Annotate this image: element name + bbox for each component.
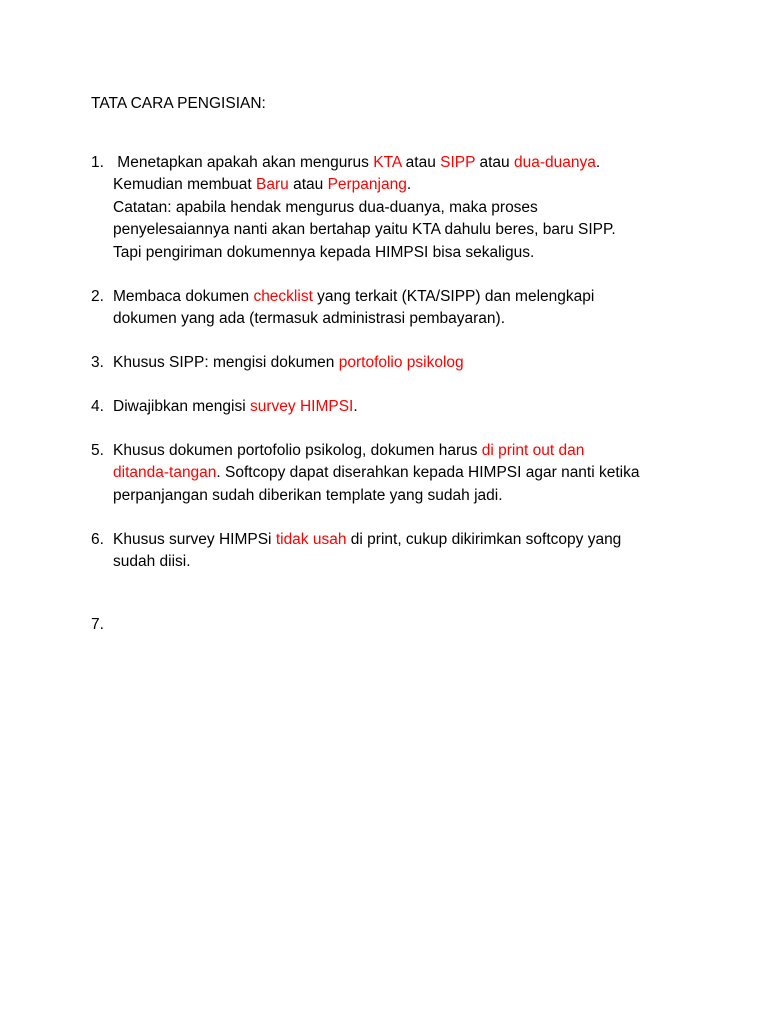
text-run: Khusus SIPP: mengisi dokumen [113,354,339,371]
text-line [113,242,731,264]
list-item-number: 7. [91,616,104,633]
text-line [113,352,731,374]
text-line [113,551,731,573]
text-line [113,174,731,196]
highlighted-text: di print out dan [481,442,585,459]
text-line [113,462,731,484]
list-item-text [113,440,731,507]
text-line [113,529,731,551]
highlighted-text: dua-duanya [513,154,596,171]
list-item-text [113,286,731,331]
text-run: . [595,154,601,171]
list-item-6 [91,529,731,574]
list-item-text [113,152,731,264]
highlighted-text: SIPP [440,154,476,171]
text-line [113,197,731,219]
list-item-number: 2. [91,288,104,305]
text-run: Khusus dokumen portofolio psikolog, dokumen harus [113,442,482,459]
text-run: sudah diisi. [113,553,191,571]
text-line [113,286,731,308]
text-run: perpanjangan sudah diberikan template yang sudah jadi. [113,486,503,504]
text-line [113,152,731,174]
highlighted-text: Perpanjang [327,176,407,194]
list-item-number: 5. [91,442,104,459]
text-run: dokumen yang ada (termasuk administrasi pembayaran). [113,310,505,328]
list-item-number: 6. [91,531,104,548]
text-run: Membaca dokumen [113,288,254,305]
list-item-3 [91,352,731,374]
list-item-text [113,352,731,374]
highlighted-text: ditanda-tangan [113,464,217,482]
document-title: TATA CARA PENGISIAN: [91,95,266,112]
text-run: Kemudian membuat [113,176,257,194]
text-run: penyelesaiannya nanti akan bertahap yaitu KTA dahulu beres, baru SIPP. [113,221,616,239]
list-item-4 [91,396,731,418]
highlighted-text: checklist [253,288,313,305]
highlighted-text: tidak usah [275,531,347,548]
text-run: . [406,176,412,194]
text-run: di print, cukup dikirimkan softcopy yang [346,531,622,548]
text-line [113,308,731,330]
text-run: atau [475,154,514,171]
list-item-text [113,529,731,574]
text-run: Khusus survey HIMPSi [113,531,276,548]
list-item-5 [91,440,731,507]
list-item-number: 3. [91,354,104,371]
text-run: Menetapkan apakah akan mengurus [113,154,374,171]
text-line [113,396,731,418]
text-run: . [353,398,358,415]
text-line [113,440,731,462]
text-run: . Softcopy dapat diserahkan kepada HIMPSI agar nanti ketika [216,464,640,482]
text-line [113,219,731,241]
highlighted-text: portofolio psikolog [338,354,464,371]
highlighted-text: survey HIMPSI [249,398,354,415]
list-item-1 [91,152,731,264]
text-run: yang terkait (KTA/SIPP) dan melengkapi [312,288,595,305]
text-run: Tapi pengiriman dokumennya kepada HIMPSI bisa sekaligus. [113,243,535,261]
text-run: atau [401,154,441,171]
list-item-text [113,396,731,418]
highlighted-text: Baru [256,176,289,194]
list-item-number: 4. [91,398,104,415]
list-item-2 [91,286,731,331]
list-item-number: 1. [91,154,104,171]
highlighted-text: KTA [373,154,402,171]
text-run: Catatan: apabila hendak mengurus dua-duanya, maka proses [113,198,538,216]
text-run: Diwajibkan mengisi [113,398,250,415]
text-line [113,485,731,507]
text-run: atau [288,176,328,194]
